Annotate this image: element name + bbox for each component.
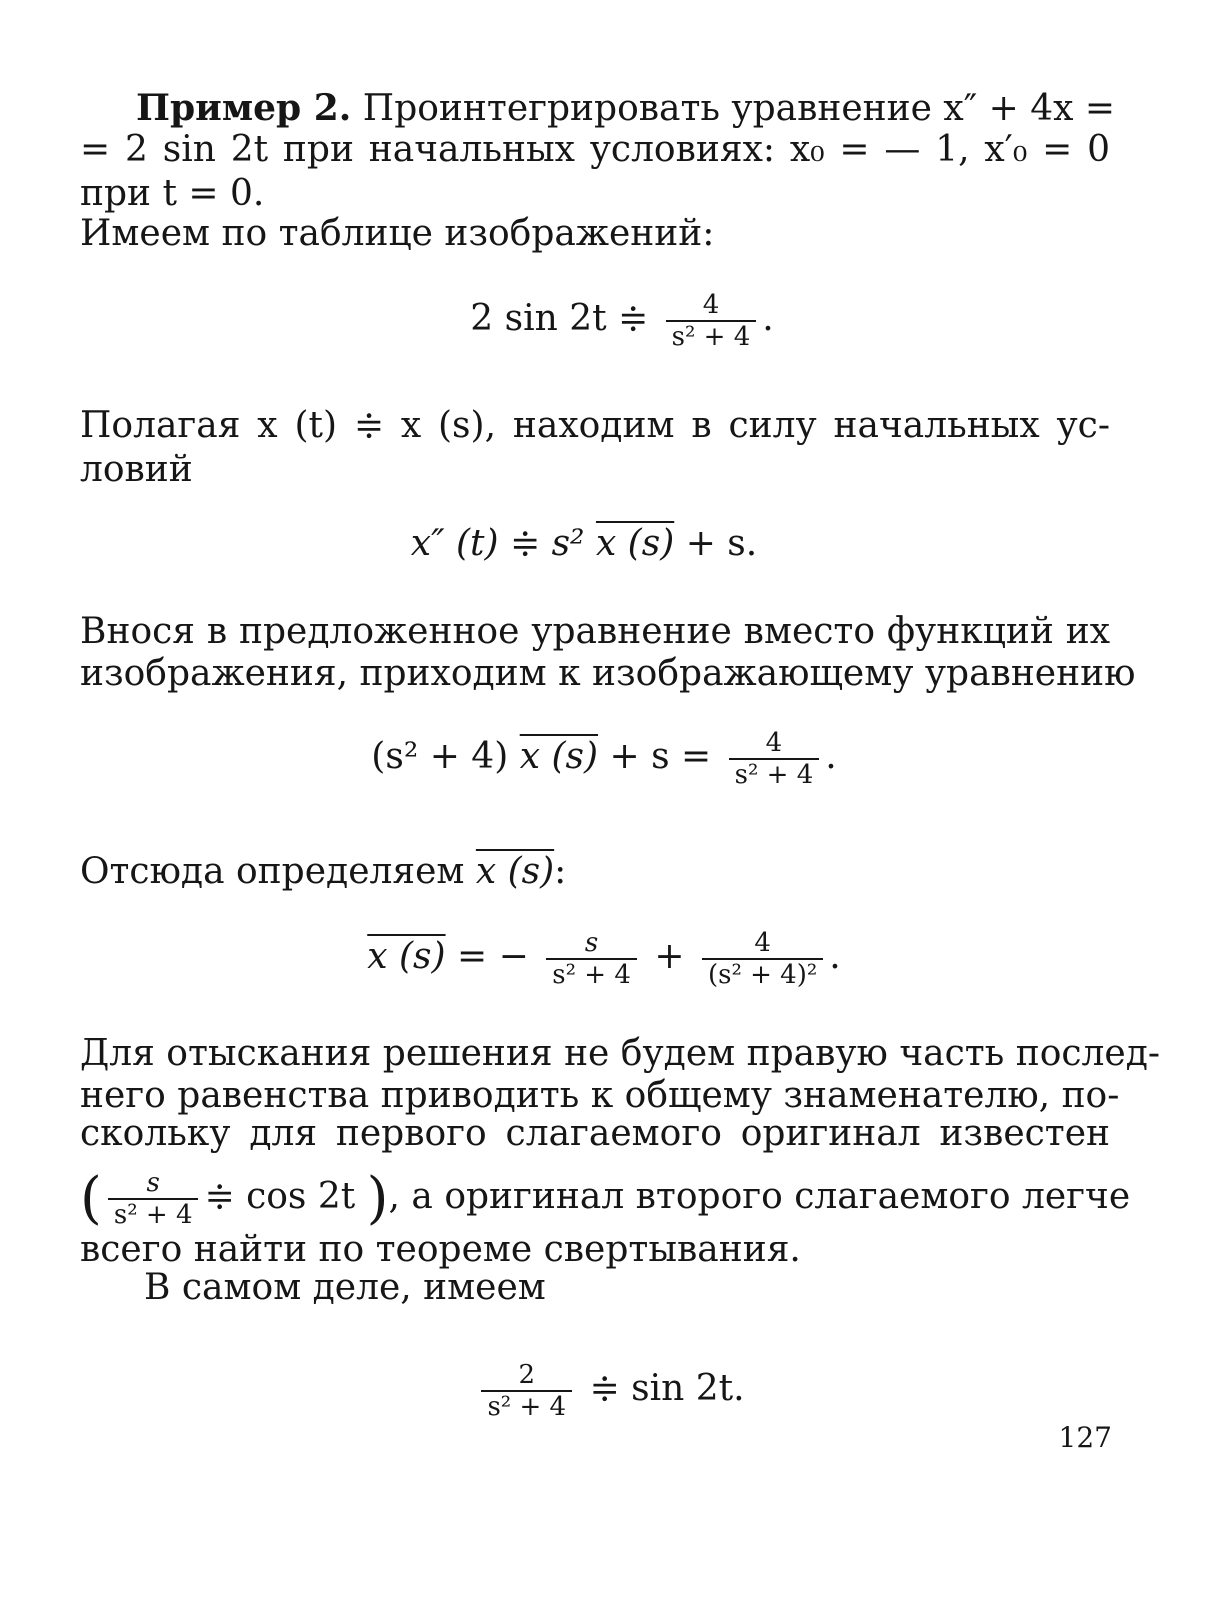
eq4-period: .	[829, 936, 841, 977]
eq3-left: (s² + 4)	[371, 736, 509, 777]
text-line-9-colon: :	[554, 851, 567, 892]
page-number: 127	[1058, 1421, 1112, 1454]
eq2-xs: x (s)	[595, 523, 675, 564]
text-line-6: ловий	[80, 449, 193, 490]
text-line-7: Внося в предложенное уравнение вместо функций их	[80, 611, 1110, 652]
text-line-9	[80, 850, 1110, 894]
eq3-denominator: s² + 4	[729, 758, 820, 790]
equation-3	[0, 728, 1208, 790]
open-paren: (	[80, 1166, 102, 1231]
equation-5	[6, 1360, 1208, 1422]
eq5-denominator: s² + 4	[481, 1390, 572, 1422]
eq1-numerator: 4	[702, 290, 720, 320]
eq4-xs: x (s)	[367, 936, 446, 977]
eq1-fraction	[666, 290, 757, 352]
text-line-13	[80, 1166, 1131, 1231]
eq4-equals-minus: = −	[457, 936, 529, 977]
text-line-10: Для отыскания решения не будем правую часть послед-	[80, 1033, 1161, 1074]
eq5-fraction	[481, 1360, 572, 1422]
text-line-15: В самом деле, имеем	[144, 1267, 546, 1308]
eq5-right: ≑ sin 2t.	[589, 1368, 745, 1409]
eq3-fraction	[729, 728, 820, 790]
eq1-period: .	[762, 298, 774, 339]
text-line-9-xs: x (s)	[475, 851, 555, 892]
eq4-denominator-2: (s² + 4)²	[702, 958, 823, 990]
text-line-1	[136, 86, 1116, 131]
eq2-right: + s.	[685, 523, 758, 564]
text-line-14: всего найти по теореме свертывания.	[80, 1229, 801, 1270]
inline-numerator: s	[146, 1168, 160, 1198]
equation-4	[0, 928, 1208, 990]
equation-2	[0, 522, 1188, 566]
eq1-denominator: s² + 4	[666, 320, 757, 352]
eq2-left: x″ (t) ≑ s²	[410, 523, 585, 564]
eq5-numerator: 2	[518, 1360, 536, 1390]
text-line-12: скольку для первого слагаемого оригинал известен	[80, 1113, 1110, 1154]
text-line-3: при t = 0.	[80, 173, 265, 214]
eq4-denominator-1: s² + 4	[546, 958, 637, 990]
text-line-13-rest: , а оригинал второго слагаемого легче	[388, 1176, 1131, 1217]
eq4-plus: +	[654, 936, 685, 977]
inline-fraction	[108, 1168, 199, 1230]
close-paren: )	[366, 1166, 389, 1231]
text-line-2: = 2 sin 2t при начальных условиях: x₀ = — 1, x′₀ = 0	[80, 129, 1110, 170]
eq4-numerator-1: s	[584, 928, 599, 958]
eq1-left: 2 sin 2t ≑	[470, 298, 649, 339]
text-line-9-text: Отсюда определяем	[80, 851, 465, 892]
text-line-1-rest: Проинтегрировать уравнение x″ + 4x =	[362, 88, 1116, 129]
eq4-numerator-2: 4	[754, 928, 771, 958]
eq3-numerator: 4	[765, 728, 783, 758]
text-line-5: Полагая x (t) ≑ x (s), находим в силу начальных ус-	[80, 405, 1110, 446]
eq3-mid: + s =	[609, 736, 712, 777]
eq4-fraction-1	[546, 928, 637, 990]
text-line-11: него равенства приводить к общему знаменателю, по-	[80, 1075, 1120, 1116]
inline-denominator: s² + 4	[108, 1198, 199, 1230]
example-heading: Пример 2.	[136, 87, 352, 129]
text-line-8: изображения, приходим к изображающему уравнению	[80, 653, 1136, 694]
text-line-4: Имеем по таблице изображений:	[80, 213, 715, 254]
eq3-period: .	[825, 736, 837, 777]
eq4-fraction-2	[702, 928, 823, 990]
eq3-xs: x (s)	[519, 736, 599, 777]
inline-right: ≑ cos 2t	[204, 1176, 356, 1217]
equation-1	[18, 290, 1208, 352]
